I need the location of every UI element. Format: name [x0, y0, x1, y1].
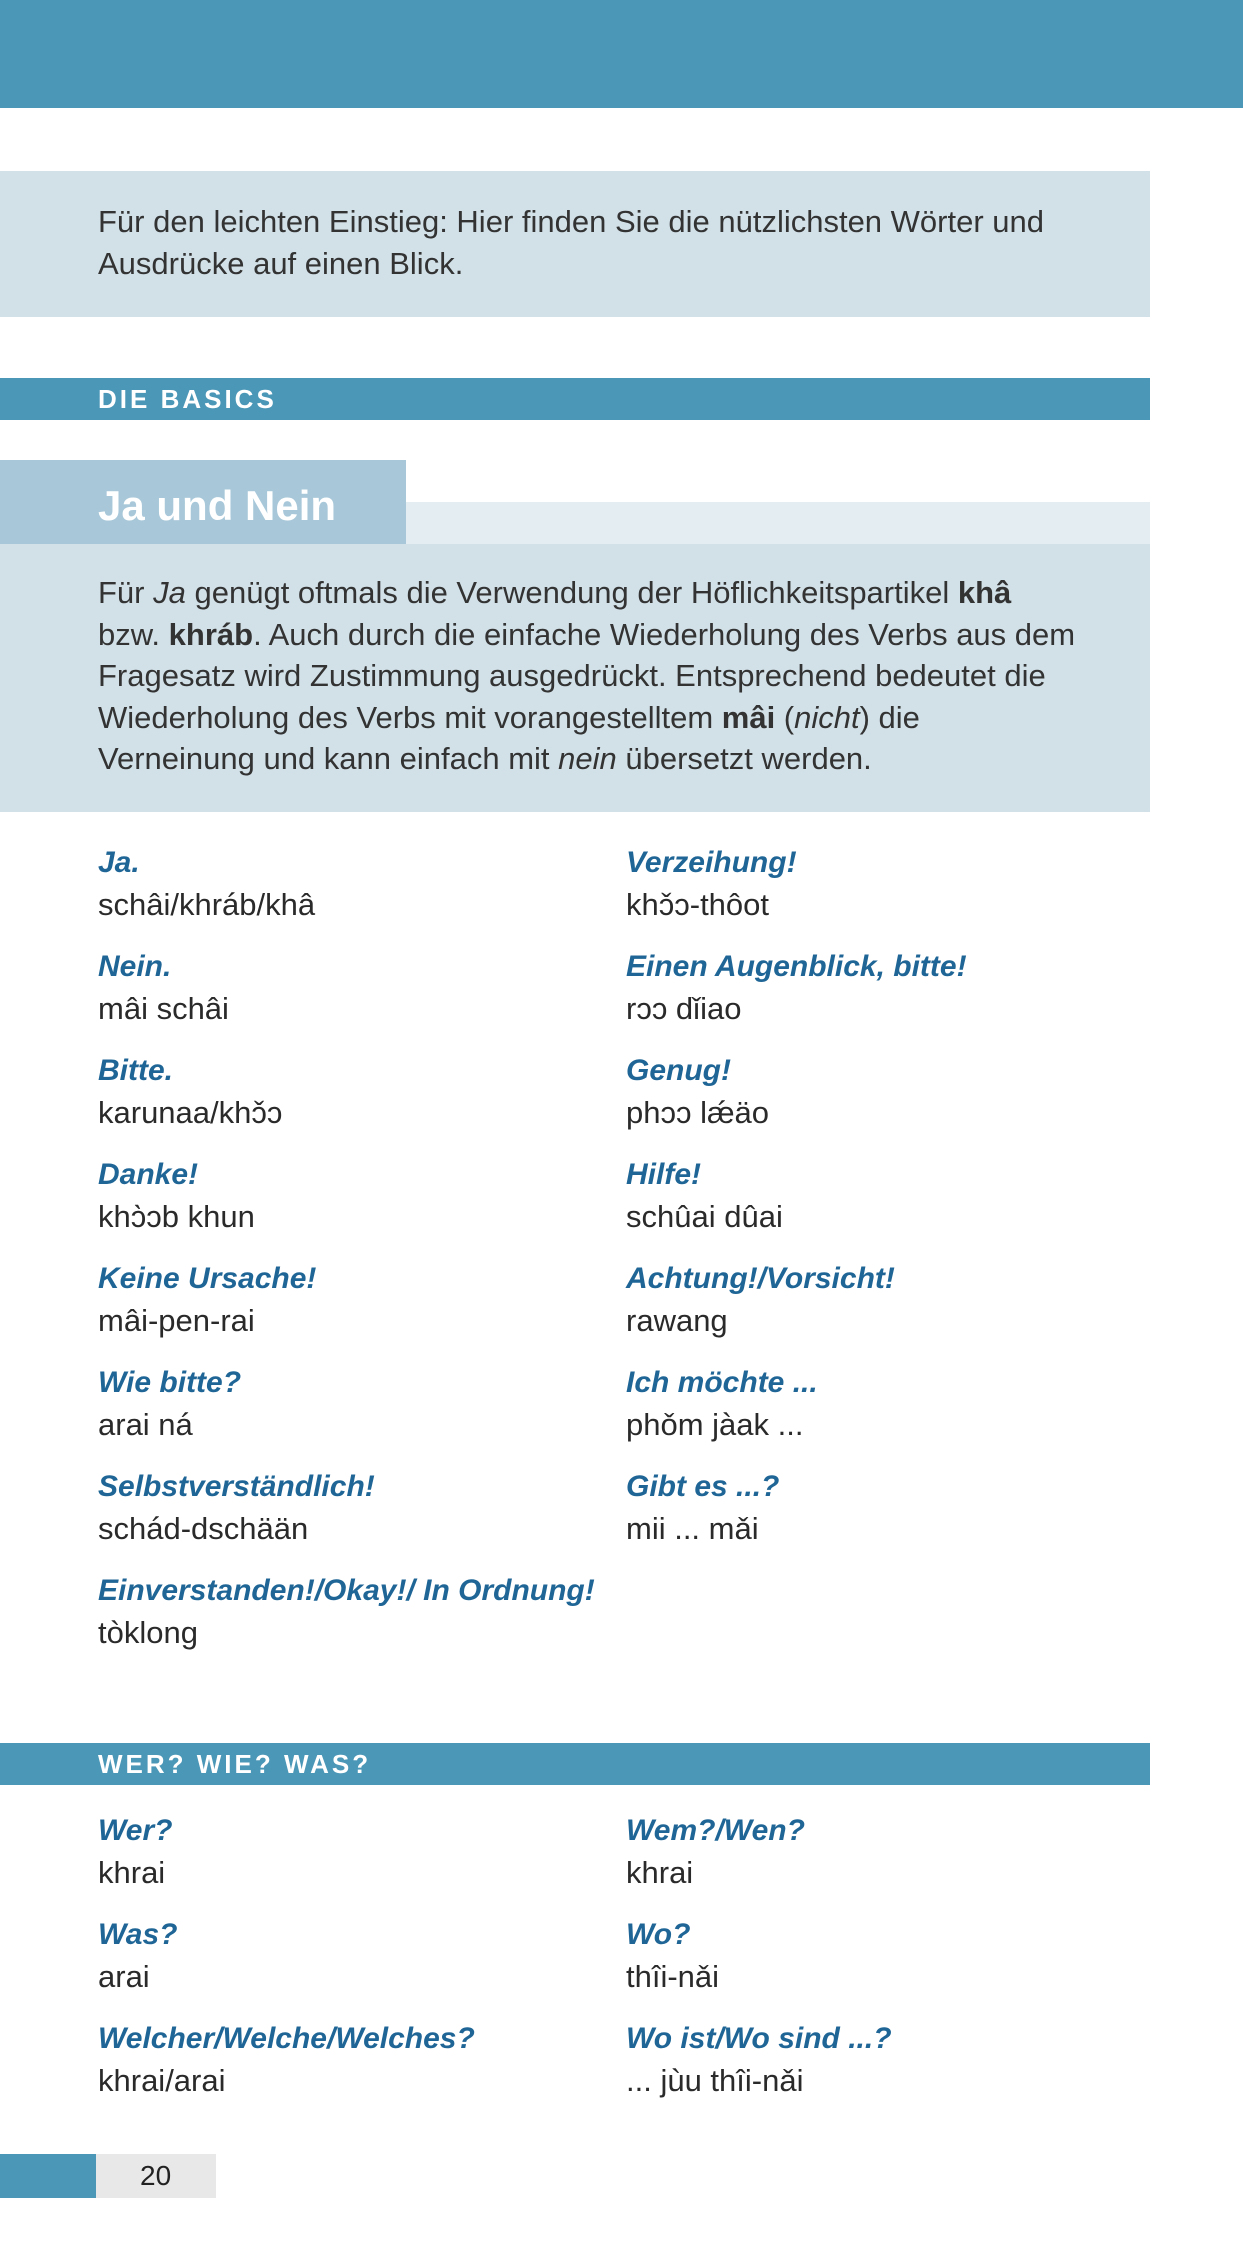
topic-text [0, 544, 1150, 812]
phrase-thai: arai ná [98, 1407, 193, 1442]
section-header-basics [0, 378, 1150, 420]
phrase-thai: tòklong [98, 1615, 198, 1650]
topic-title: Ja und Nein [0, 460, 406, 544]
phrase-german: Achtung!/Vorsicht! [626, 1262, 895, 1295]
phrase-german: Wie bitte? [98, 1366, 242, 1399]
phrase-item [626, 946, 1186, 1030]
phrase-thai: khɔ̌ɔ-thôot [626, 887, 770, 922]
footer-band [0, 2154, 96, 2198]
header-band [0, 0, 1243, 108]
phrase-thai: thîi-nǎi [626, 1959, 720, 1994]
phrase-thai: khrai [626, 1855, 694, 1890]
phrase-german: Hilfe! [626, 1158, 701, 1191]
phrase-thai: khrai [98, 1855, 166, 1890]
phrase-item [626, 1050, 1186, 1134]
phrase-item [98, 1466, 618, 1550]
phrase-thai: rɔɔ dǐiao [626, 991, 742, 1026]
phrase-thai: mii ... mǎi [626, 1511, 759, 1546]
phrase-item [98, 1362, 618, 1446]
phrase-item [626, 1362, 1186, 1446]
phrase-german: Ja. [98, 846, 140, 879]
phrase-thai: schûai dûai [626, 1199, 783, 1234]
phrase-item [98, 2018, 618, 2102]
phrase-german: Danke! [98, 1158, 199, 1191]
intro-box [0, 171, 1150, 317]
phrase-item [626, 1914, 1186, 1998]
phrase-item [98, 1570, 618, 1654]
phrase-german: Gibt es ...? [626, 1470, 780, 1503]
page-number: 20 [96, 2154, 216, 2198]
phrase-german: Bitte. [98, 1054, 173, 1087]
phrase-german: Einverstanden!/Okay!/ In Ordnung! [98, 1574, 595, 1607]
phrase-thai: khɔ̀ɔb khun [98, 1199, 255, 1234]
phrase-thai: rawang [626, 1303, 728, 1338]
phrase-german: Selbstverständlich! [98, 1470, 375, 1503]
phrase-column-left [98, 842, 618, 1674]
phrase-german: Verzeihung! [626, 846, 797, 879]
phrase-thai: karunaa/khɔ̌ɔ [98, 1095, 283, 1130]
phrase-german: Ich möchte ... [626, 1366, 818, 1399]
phrase-german: Welcher/Welche/Welches? [98, 2022, 475, 2055]
topic-box-ja-nein [0, 460, 1150, 812]
phrase-german: Keine Ursache! [98, 1262, 317, 1295]
phrase-thai: arai [98, 1959, 150, 1994]
phrase-column-left [98, 1810, 618, 2122]
phrase-item [98, 1154, 618, 1238]
phrase-thai: ... jùu thîi-nǎi [626, 2063, 804, 2098]
phrase-german: Genug! [626, 1054, 731, 1087]
phrase-item [98, 1050, 618, 1134]
phrase-german: Nein. [98, 950, 172, 983]
phrase-item [626, 1810, 1186, 1894]
phrase-german: Was? [98, 1918, 178, 1951]
phrase-item [98, 946, 618, 1030]
phrase-item [98, 1914, 618, 1998]
section-title: DIE BASICS [98, 384, 277, 414]
phrase-german: Wo ist/Wo sind ...? [626, 2022, 892, 2055]
phrase-thai: schâi/khráb/khâ [98, 887, 316, 922]
phrase-thai: phɔɔ lǽäo [626, 1095, 770, 1130]
phrase-item [626, 842, 1186, 926]
phrase-item [626, 2018, 1186, 2102]
phrase-item [626, 1466, 1186, 1550]
phrase-column-right [626, 842, 1186, 1570]
phrase-german: Wem?/Wen? [626, 1814, 805, 1847]
phrase-german: Wo? [626, 1918, 691, 1951]
phrase-thai: mâi schâi [98, 991, 229, 1026]
phrase-item [626, 1258, 1186, 1342]
phrase-item [98, 1810, 618, 1894]
intro-text: Für den leichten Einstieg: Hier finden Sie die nützlichsten Wörter und Ausdrücke auf einen Blick. [98, 204, 1044, 281]
phrase-item [98, 1258, 618, 1342]
phrase-item [626, 1154, 1186, 1238]
phrase-german: Wer? [98, 1814, 173, 1847]
phrase-german: Einen Augenblick, bitte! [626, 950, 967, 983]
phrase-thai: mâi-pen-rai [98, 1303, 255, 1338]
phrase-column-right [626, 1810, 1186, 2122]
phrase-thai: schád-dschään [98, 1511, 309, 1546]
phrase-thai: phǒm jàak ... [626, 1407, 804, 1442]
phrase-item [98, 842, 618, 926]
section-header-questions [0, 1743, 1150, 1785]
section-title: WER? WIE? WAS? [98, 1749, 372, 1779]
topic-paragraph: Für Ja genügt oftmals die Verwendung der Höflichkeitspartikel khâ bzw. khráb. Auch durch die einfache Wiederholung des Verbs aus dem Fragesatz wird Zustimmung ausgedrückt. Entsprechend bedeutet die Wiederholung des Verbs mit vorangestelltem mâi (nicht) die Verneinung und kann einfach mit nein übersetzt werden. [98, 575, 1076, 776]
phrase-thai: khrai/arai [98, 2063, 226, 2098]
